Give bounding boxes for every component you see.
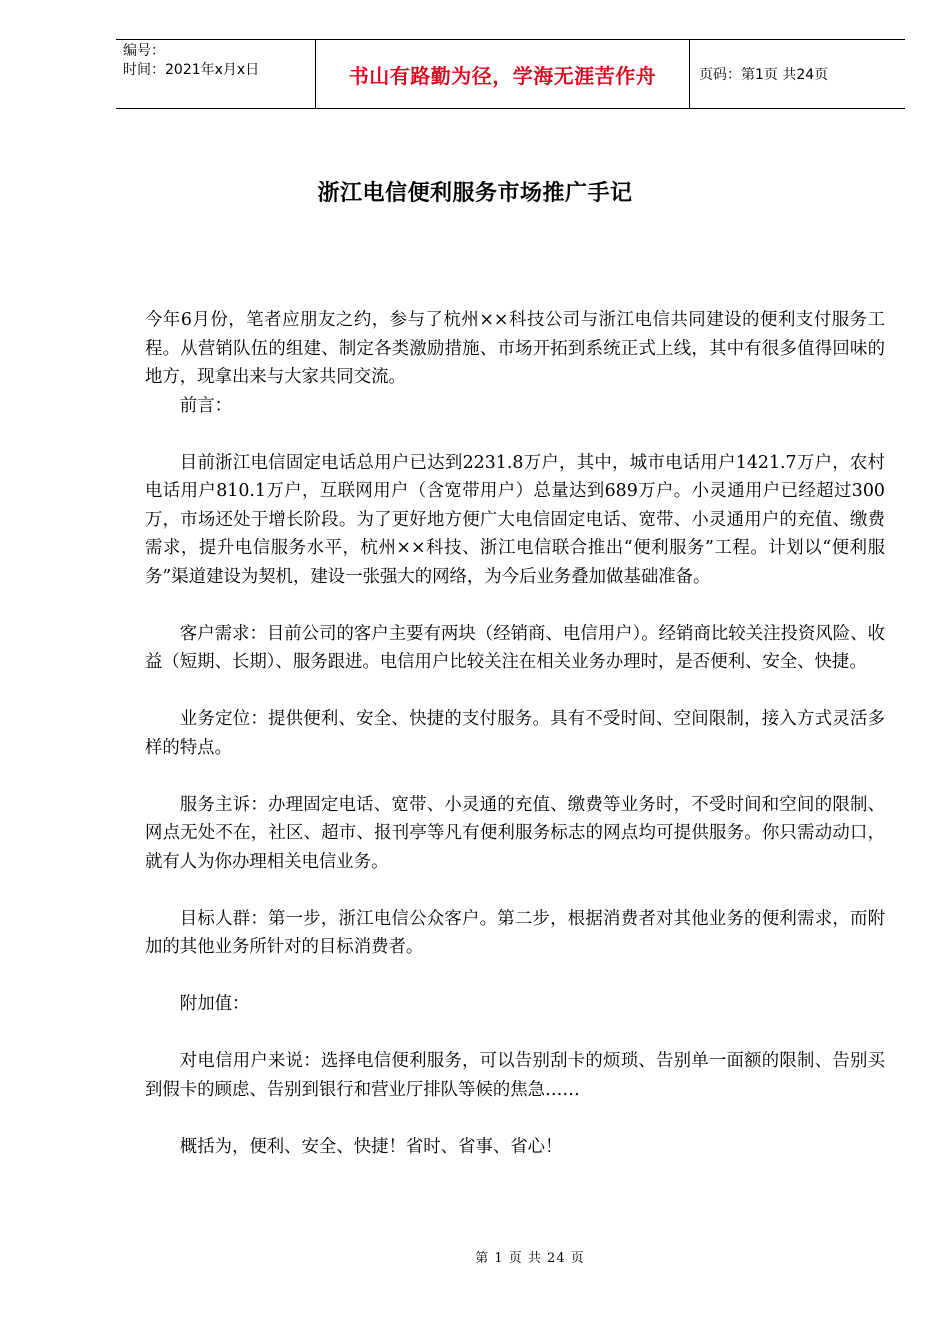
paragraph-intro: 今年6月份，笔者应朋友之约，参与了杭州××科技公司与浙江电信共同建设的便利支付服务工程。从营销队伍的组建、制定各类激励措施、市场开拓到系统正式上线，其中有很多值得回味的地方，现拿出来与大家共同交流。 (145, 310, 885, 387)
paragraph-preface-heading: 前言： (179, 395, 232, 416)
paragraph-user-benefits: 对电信用户来说：选择电信便利服务，可以告别刮卡的烦琐、告别单一面额的限制、告别买到假卡的顾虑、告别到银行和营业厅排队等候的焦急…… (145, 1051, 885, 1100)
document-title: 浙江电信便利服务市场推广手记 (317, 180, 633, 206)
number-label: 编号： (123, 43, 165, 59)
time-label: 时间：2021年x月x日 (123, 62, 260, 78)
header-motto-cell (316, 40, 690, 108)
paragraph-summary: 概括为，便利、安全、快捷！省时、省事、省心！ (179, 1136, 563, 1157)
document-body (145, 306, 885, 1161)
header-page-cell (690, 40, 905, 108)
motto-text: 书山有路勤为径，学海无涯苦作舟 (348, 63, 657, 88)
paragraph-customer-needs: 客户需求：目前公司的客户主要有两块（经销商、电信用户）。经销商比较关注投资风险、收益（短期、长期）、服务跟进。电信用户比较关注在相关业务办理时，是否便利、安全、快捷。 (145, 623, 885, 672)
page-info: 页码：第1页 共24页 (699, 67, 829, 83)
page-footer: 第 1 页 共 24 页 (475, 1251, 585, 1266)
paragraph-positioning: 业务定位：提供便利、安全、快捷的支付服务。具有不受时间、空间限制，接入方式灵活多样的特点。 (145, 709, 885, 758)
header-meta-cell (116, 40, 316, 108)
paragraph-target-audience: 目标人群：第一步，浙江电信公众客户。第二步，根据消费者对其他业务的便利需求，而附加的其他业务所针对的目标消费者。 (145, 908, 885, 957)
paragraph-added-value-heading: 附加值： (179, 994, 250, 1014)
paragraph-background: 目前浙江电信固定电话总用户已达到2231.8万户，其中，城市电话用户1421.7万户，农村电话用户810.1万户，互联网用户（含宽带用户）总量达到689万户。小灵通用户已经超过300万，市场还处于增长阶段。为了更好地方便广大电信固定电话、宽带、小灵通用户的充值、缴费需求，提升电信服务水平，杭州××科技、浙江电信联合推出“便利服务”工程。计划以“便利服务”渠道建设为契机，建设一张强大的网络，为今后业务叠加做基础准备。 (145, 452, 885, 587)
document-header (116, 39, 905, 109)
paragraph-service-appeal: 服务主诉：办理固定电话、宽带、小灵通的充值、缴费等业务时，不受时间和空间的限制、网点无处不在，社区、超市、报刊亭等凡有便利服务标志的网点均可提供服务。你只需动动口，就有人为你办理相关电信业务。 (145, 794, 885, 872)
